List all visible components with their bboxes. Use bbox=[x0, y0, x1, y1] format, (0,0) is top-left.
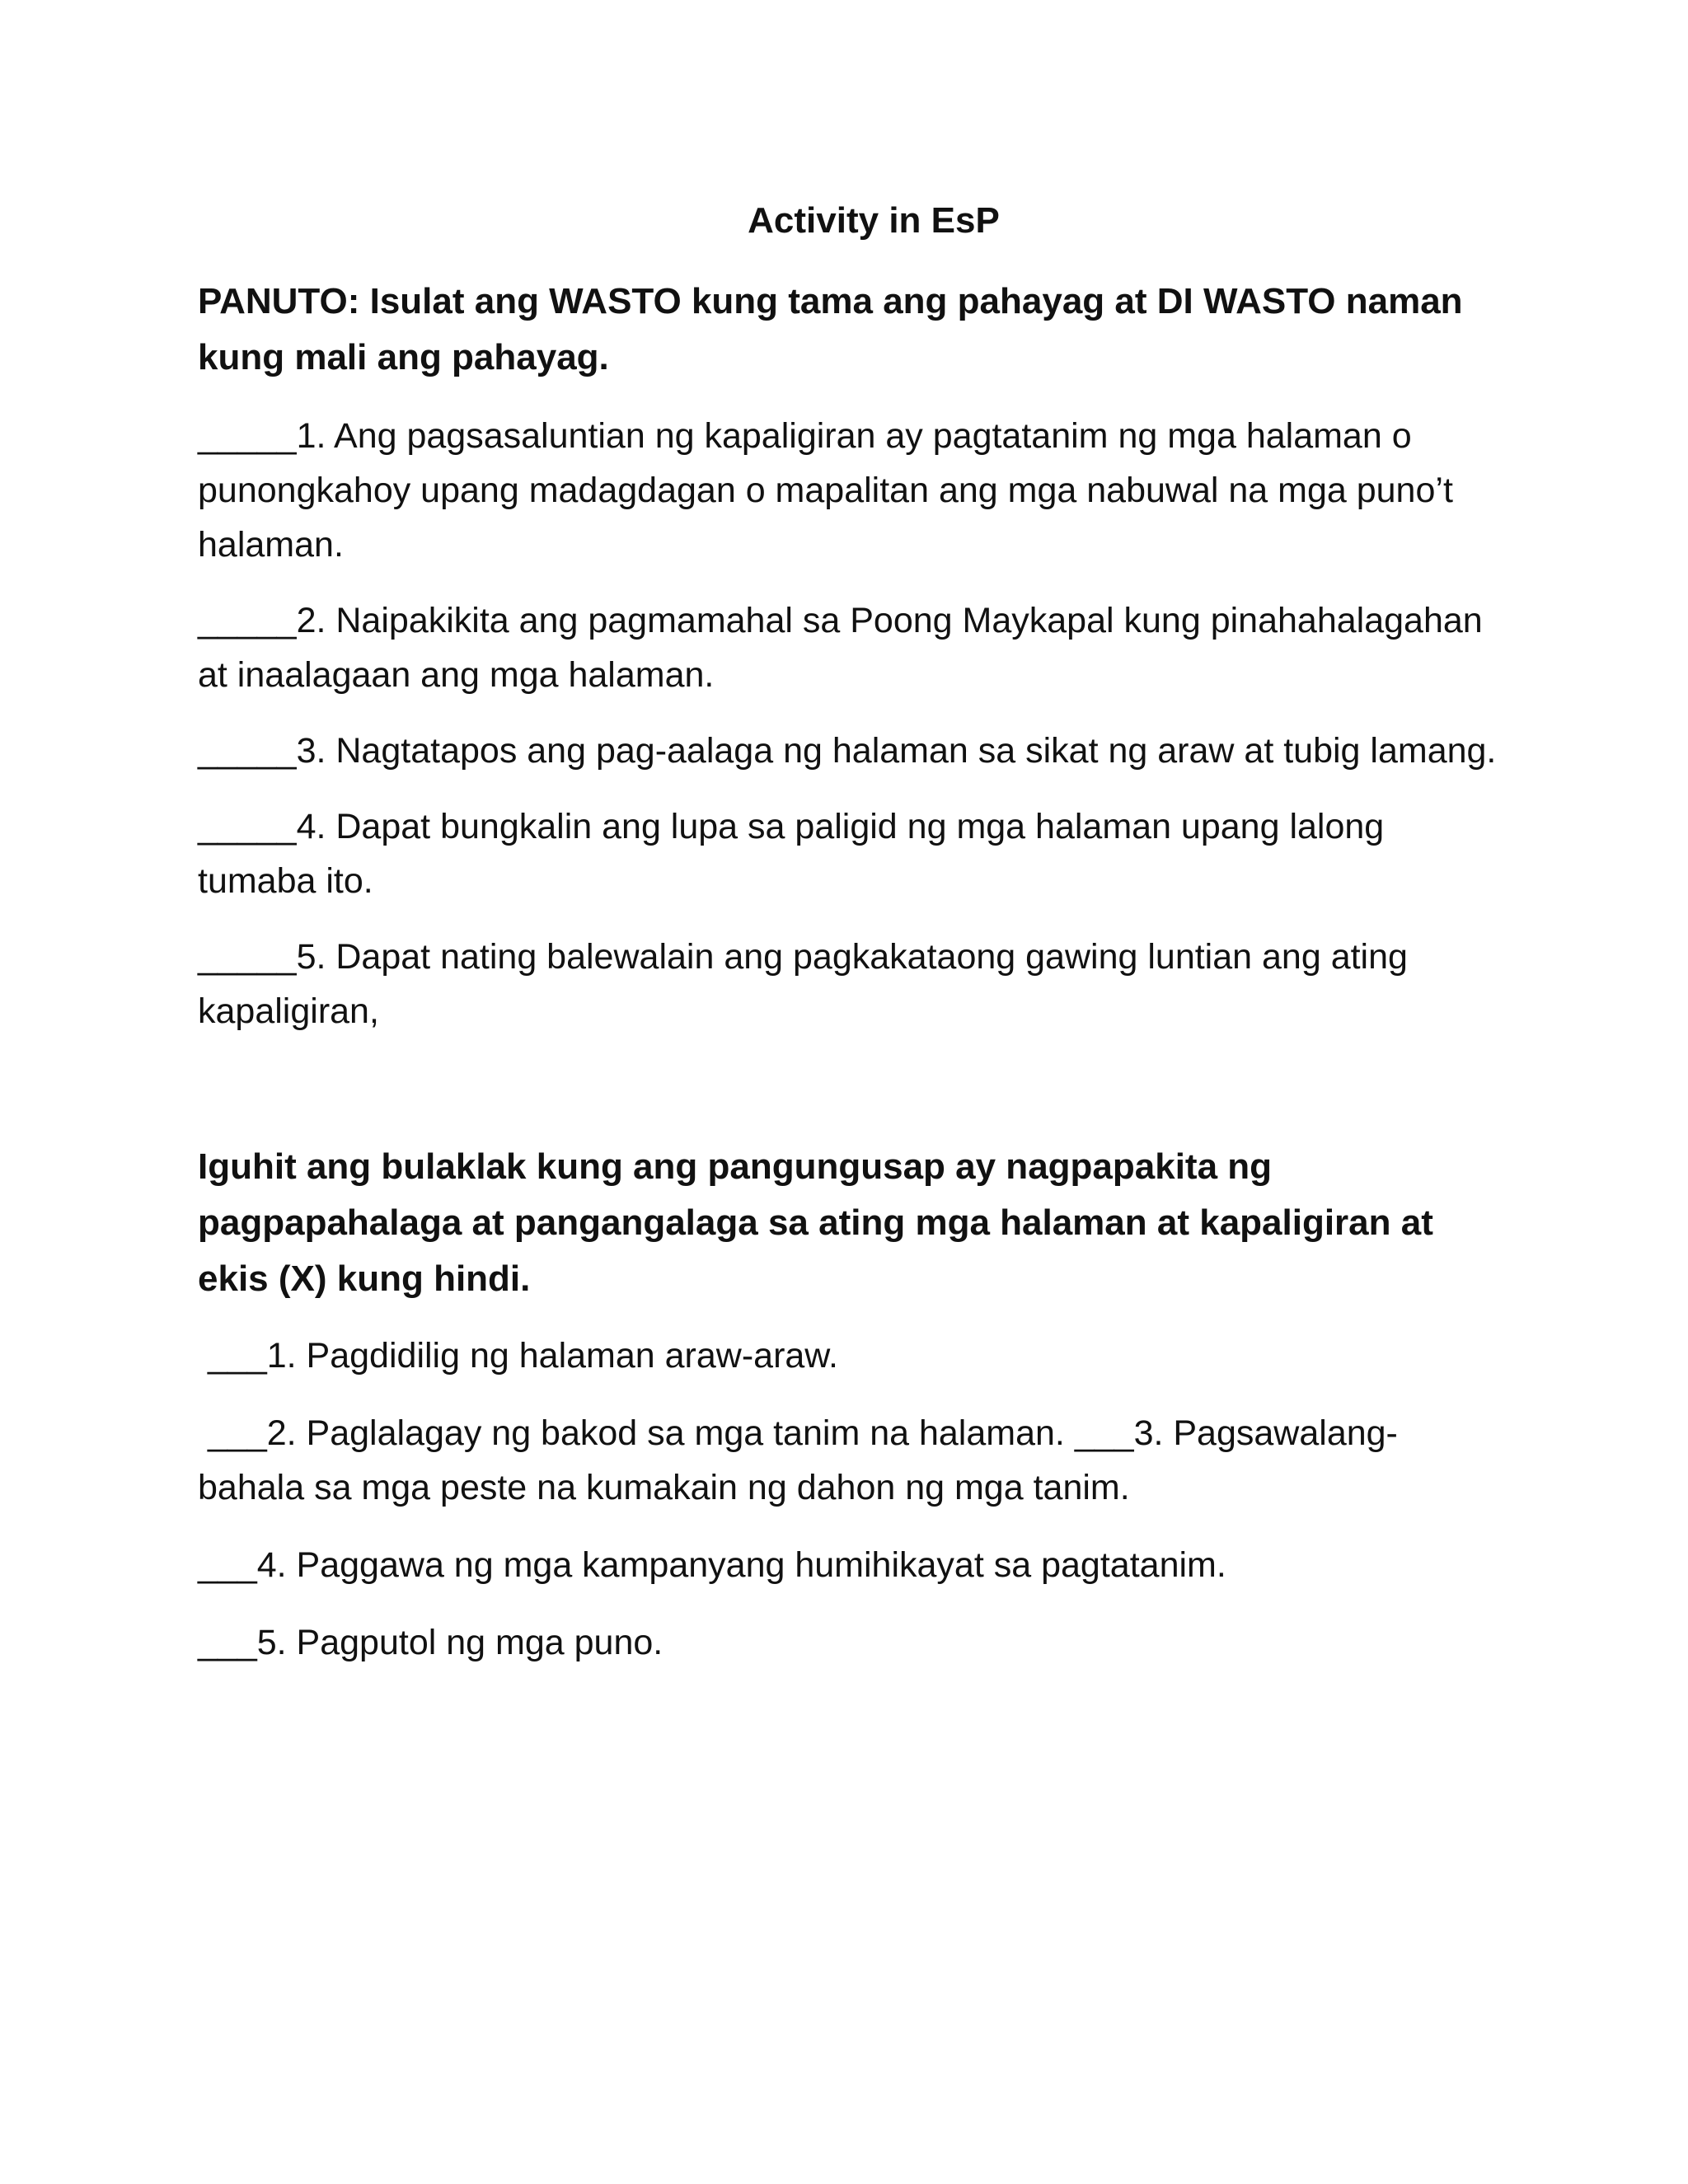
section-wasto bbox=[198, 274, 1500, 1038]
wasto-item-3: _____3. Nagtatapos ang pag-aalaga ng halaman sa sikat ng araw at tubig lamang. bbox=[198, 731, 1497, 771]
document-title: Activity in EsP bbox=[748, 200, 1000, 241]
wasto-item-4: _____4. Dapat bungkalin ang lupa sa paligid ng mga halaman upang lalong tumaba ito. bbox=[198, 807, 1385, 901]
section-divider-space bbox=[198, 1060, 1500, 1139]
section-bulaklak-instruction: Iguhit ang bulaklak kung ang pangungusap ay nagpapakita ng pagpapahalaga at pangangalaga sa ating mga halaman at kapaligiran at ekis (X) kung hindi. bbox=[198, 1146, 1433, 1299]
bulaklak-item-1: ___1. Pagdidilig ng halaman araw-araw. bbox=[208, 1336, 838, 1376]
bulaklak-item-2-3 bbox=[198, 1406, 1500, 1515]
bulaklak-item-4: ___4. Paggawa ng mga kampanyang humihikayat sa pagtatanim. bbox=[198, 1545, 1226, 1585]
section-bulaklak bbox=[198, 1139, 1500, 1670]
bulaklak-item-2-3-text: ___2. Paglalagay ng bakod sa mga tanim na halaman. ___3. Pagsawalang-bahala sa mga peste na kumakain ng dahon ng mga tanim. bbox=[198, 1413, 1398, 1507]
bulaklak-item-5: ___5. Pagputol ng mga puno. bbox=[198, 1623, 663, 1662]
wasto-item-1: _____1. Ang pagsasaluntian ng kapaligiran ay pagtatanim ng mga halaman o punongkahoy upang madagdagan o mapalitan ang mga nabuwal na mga puno’t halaman. bbox=[198, 416, 1453, 565]
document-content bbox=[198, 196, 1500, 1693]
wasto-item-5: _____5. Dapat nating balewalain ang pagkakataong gawing luntian ang ating kapaligiran, bbox=[198, 937, 1408, 1031]
section-wasto-instruction: PANUTO: Isulat ang WASTO kung tama ang pahayag at DI WASTO naman kung mali ang pahayag. bbox=[198, 281, 1463, 377]
wasto-item-2: _____2. Naipakikita ang pagmamahal sa Poong Maykapal kung pinahahalagahan at inaalagaan ang mga halaman. bbox=[198, 601, 1483, 695]
